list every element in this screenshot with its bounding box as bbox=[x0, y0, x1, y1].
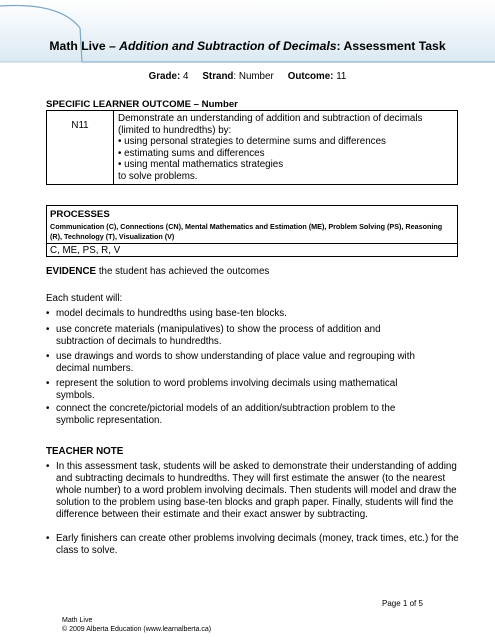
teacher-note-item: • In this assessment task, students will be asked to demonstrate their understanding of adding and subtracting decimals to hundredths. They will first estimate the answer (to the nearest whole number) to a word problem involving decimals. Then students will model and draw the solution to the problem using base-ten blocks and graph paper. Finally, students will find the difference between their estimate and their exact answer by subtracting. bbox=[46, 461, 457, 520]
bullet-icon: • bbox=[46, 403, 50, 414]
grade-label: Grade: bbox=[148, 71, 181, 82]
slo-code: N11 bbox=[47, 111, 114, 185]
title-italic: Addition and Subtraction of Decimals bbox=[119, 39, 337, 53]
grade-value: 4 bbox=[182, 71, 189, 82]
slo-table bbox=[46, 110, 458, 185]
processes-values: C, ME, PS, R, V bbox=[50, 245, 121, 256]
teacher-note-heading: TEACHER NOTE bbox=[46, 446, 124, 457]
processes-description: Communication (C), Connections (CN), Mental Mathematics and Estimation (ME), Problem Solving (PS), Reasoning (R), Technology (T), Visualization (V) bbox=[50, 222, 443, 241]
processes-divider bbox=[47, 243, 457, 244]
slo-line: • using mental mathematics strategies bbox=[118, 159, 284, 171]
slo-line: (limited to hundredths) by: bbox=[118, 124, 232, 136]
processes-heading: PROCESSES bbox=[50, 209, 110, 220]
footer-line: © 2009 Alberta Education (www.learnalberta.ca) bbox=[62, 626, 212, 633]
evidence-heading bbox=[46, 266, 269, 277]
bullet-icon: • bbox=[46, 461, 50, 472]
slo-description bbox=[114, 111, 458, 185]
outcome-label: Outcome: bbox=[287, 71, 334, 82]
processes-box bbox=[46, 205, 458, 257]
page-number: Page 1 of 5 bbox=[382, 599, 423, 608]
title-prefix: Math Live – bbox=[49, 39, 120, 53]
strand-label: Strand bbox=[202, 71, 234, 82]
bullet-icon: • bbox=[46, 378, 50, 389]
evidence-item: • use drawings and words to show understanding of place value and regrouping with decimal numbers. bbox=[46, 351, 415, 374]
grade-strand-outcome-line bbox=[0, 71, 495, 82]
bullet-icon: • bbox=[46, 324, 50, 335]
title-suffix: : Assessment Task bbox=[336, 39, 446, 53]
slo-line: • using personal strategies to determine sums and differences bbox=[118, 136, 386, 148]
evidence-item: • use concrete materials (manipulatives) to show the process of addition and subtraction of decimals to hundredths. bbox=[46, 324, 381, 347]
footer-line: Math Live bbox=[62, 617, 93, 624]
bullet-icon: • bbox=[46, 308, 50, 319]
evidence-item: • represent the solution to word problems involving decimals using mathematical symbols. bbox=[46, 378, 398, 401]
bullet-icon: • bbox=[46, 351, 50, 362]
footer bbox=[62, 616, 211, 634]
outcome-value: 11 bbox=[336, 71, 347, 82]
slo-line: • estimating sums and differences bbox=[118, 147, 265, 159]
evidence-intro: Each student will: bbox=[46, 293, 123, 304]
bullet-icon: • bbox=[46, 533, 50, 544]
slo-line: to solve problems. bbox=[118, 170, 198, 182]
page-title bbox=[0, 39, 495, 53]
strand-value: : Number bbox=[233, 71, 274, 82]
evidence-text: the student has achieved the outcomes bbox=[96, 266, 270, 277]
evidence-label: EVIDENCE bbox=[46, 266, 97, 277]
evidence-item: • model decimals to hundredths using base-ten blocks. bbox=[46, 308, 287, 319]
teacher-note-item: • Early finishers can create other problems involving decimals (money, track times, etc.) for the class to solve. bbox=[46, 533, 459, 556]
slo-heading: SPECIFIC LEARNER OUTCOME – Number bbox=[46, 99, 238, 110]
evidence-item: • connect the concrete/pictorial models of an addition/subtraction problem to the symbolic representation. bbox=[46, 403, 396, 426]
slo-line: Demonstrate an understanding of addition and subtraction of decimals bbox=[118, 113, 423, 124]
